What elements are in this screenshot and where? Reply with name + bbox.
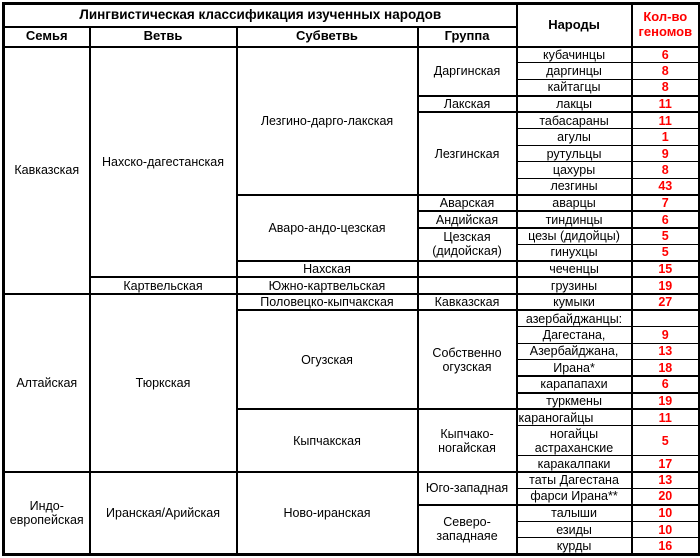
subbranch-cell: Огузская	[237, 310, 418, 409]
people-cell: тиндинцы	[517, 211, 632, 227]
col-header-peoples: Народы	[517, 4, 632, 47]
people-cell: каракалпаки	[517, 456, 632, 472]
group-cell: Лезгинская	[418, 112, 517, 194]
group-cell: Собственно огузская	[418, 310, 517, 409]
subbranch-cell: Лезгино-дарго-лакская	[237, 47, 418, 195]
genomes-cell: 9	[632, 327, 700, 343]
group-cell	[418, 277, 517, 293]
people-cell: туркмены	[517, 393, 632, 409]
people-cell: гинухцы	[517, 244, 632, 260]
people-cell: талыши	[517, 505, 632, 521]
people-cell: езиды	[517, 521, 632, 537]
table-row	[4, 47, 700, 63]
genomes-cell: 10	[632, 521, 700, 537]
genomes-cell: 17	[632, 456, 700, 472]
genomes-cell: 5	[632, 228, 700, 244]
genomes-cell	[632, 310, 700, 326]
people-cell: агулы	[517, 129, 632, 145]
group-cell: Даргинская	[418, 47, 517, 96]
people-cell: курды	[517, 538, 632, 555]
group-cell: Цезская (дидойская)	[418, 228, 517, 261]
subbranch-cell: Половецко-кыпчакская	[237, 294, 418, 310]
genomes-cell: 13	[632, 343, 700, 359]
genomes-cell: 5	[632, 426, 700, 456]
people-cell: таты Дагестана	[517, 472, 632, 488]
col-header-genome-count: Кол-во геномов	[632, 4, 700, 47]
genomes-cell: 6	[632, 47, 700, 63]
genomes-cell: 19	[632, 393, 700, 409]
genomes-cell: 11	[632, 112, 700, 128]
people-cell: кубачинцы	[517, 47, 632, 63]
subbranch-cell: Аваро-андо-цезская	[237, 195, 418, 261]
group-cell: Лакская	[418, 96, 517, 112]
genomes-cell: 8	[632, 63, 700, 79]
subbranch-cell: Кыпчакская	[237, 409, 418, 472]
genomes-cell: 18	[632, 360, 700, 376]
family-cell: Алтайская	[4, 294, 90, 472]
col-header-branch: Ветвь	[90, 27, 237, 47]
genomes-cell: 15	[632, 261, 700, 277]
group-cell: Аварская	[418, 195, 517, 211]
group-cell: Кыпчако-ногайская	[418, 409, 517, 472]
linguistic-classification-table	[2, 2, 700, 556]
people-cell: аварцы	[517, 195, 632, 211]
subbranch-cell: Ново-иранская	[237, 472, 418, 555]
branch-cell: Картвельская	[90, 277, 237, 293]
col-header-group: Группа	[418, 27, 517, 47]
people-cell: цахуры	[517, 162, 632, 178]
table-row	[4, 472, 700, 488]
people-cell: Азербайджана,	[517, 343, 632, 359]
genomes-cell: 43	[632, 178, 700, 194]
group-cell: Северо-западнаяе	[418, 505, 517, 555]
genomes-cell: 6	[632, 376, 700, 392]
table-row	[4, 294, 700, 310]
genomes-cell: 8	[632, 79, 700, 95]
family-cell: Кавказская	[4, 47, 90, 294]
title-row	[4, 4, 700, 27]
branch-cell: Нахско-дагестанская	[90, 47, 237, 278]
people-cell: рутульцы	[517, 145, 632, 161]
family-cell: Индо-европейская	[4, 472, 90, 555]
genomes-cell: 19	[632, 277, 700, 293]
people-cell: азербайджанцы:	[517, 310, 632, 326]
branch-cell: Иранская/Арийская	[90, 472, 237, 555]
genomes-cell: 27	[632, 294, 700, 310]
group-cell: Андийская	[418, 211, 517, 227]
people-cell: цезы (дидойцы)	[517, 228, 632, 244]
table-body	[4, 47, 700, 555]
people-cell: лезгины	[517, 178, 632, 194]
people-cell: Дагестана,	[517, 327, 632, 343]
genomes-cell: 11	[632, 96, 700, 112]
group-cell: Кавказская	[418, 294, 517, 310]
people-cell: ногайцы астраханские	[517, 426, 632, 456]
group-cell: Юго-западная	[418, 472, 517, 505]
genomes-cell: 7	[632, 195, 700, 211]
subbranch-cell: Южно-картвельская	[237, 277, 418, 293]
branch-cell: Тюркская	[90, 294, 237, 472]
genomes-cell: 8	[632, 162, 700, 178]
genomes-cell: 5	[632, 244, 700, 260]
genomes-cell: 9	[632, 145, 700, 161]
people-cell: Ирана*	[517, 360, 632, 376]
genomes-cell: 13	[632, 472, 700, 488]
people-cell: карапапахи	[517, 376, 632, 392]
genomes-cell: 1	[632, 129, 700, 145]
people-cell: кайтагцы	[517, 79, 632, 95]
table-title: Лингвистическая классификация изученных народов	[4, 4, 517, 27]
people-cell: чеченцы	[517, 261, 632, 277]
genomes-cell: 20	[632, 488, 700, 504]
people-cell: лакцы	[517, 96, 632, 112]
people-cell: кумыки	[517, 294, 632, 310]
genomes-cell: 6	[632, 211, 700, 227]
people-cell: табасараны	[517, 112, 632, 128]
people-cell: даргинцы	[517, 63, 632, 79]
group-cell	[418, 261, 517, 277]
table-row	[4, 277, 700, 293]
people-cell: фарси Ирана**	[517, 488, 632, 504]
subbranch-cell: Нахская	[237, 261, 418, 277]
col-header-family: Семья	[4, 27, 90, 47]
people-cell: караногайцы	[517, 409, 632, 425]
genomes-cell: 10	[632, 505, 700, 521]
col-header-subbranch: Субветвь	[237, 27, 418, 47]
people-cell: грузины	[517, 277, 632, 293]
genomes-cell: 11	[632, 409, 700, 425]
genomes-cell: 16	[632, 538, 700, 555]
